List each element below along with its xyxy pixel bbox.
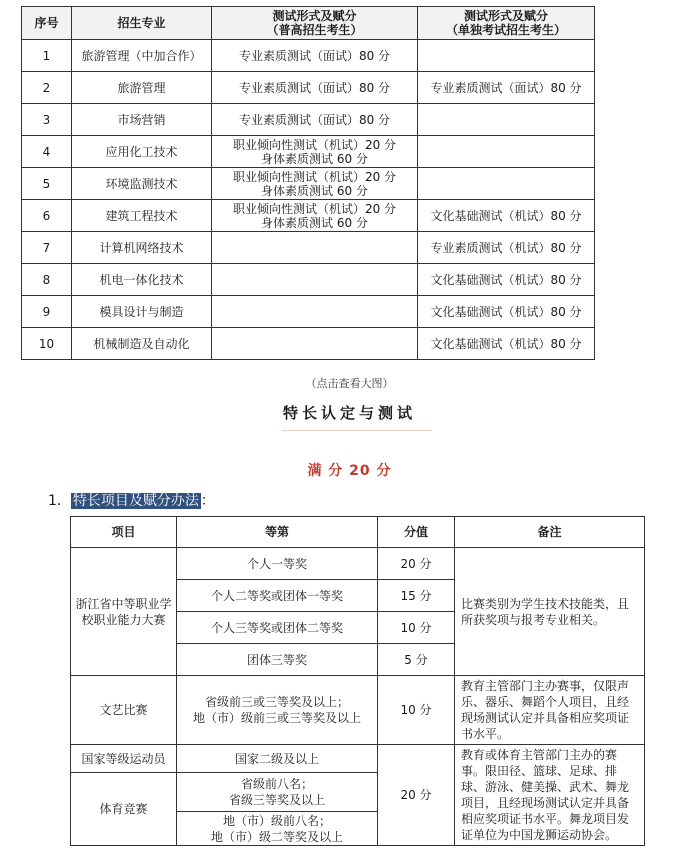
- athlete-level: 国家二级及以上: [177, 745, 378, 773]
- item-title-highlight: 特长项目及赋分办法: [72, 493, 199, 509]
- table-row: [22, 168, 595, 200]
- test-line: 文化基础测试（机试）80 分: [430, 336, 582, 351]
- sport-level-line3: 地（市）级前八名；: [222, 813, 331, 828]
- sport-level-line1: 省级前八名；: [240, 777, 313, 791]
- row-gk-test: [212, 328, 418, 360]
- sport-note: 教育或体育主管部门主办的赛事。限田径、篮球、足球、排球、游泳、健美操、武术、舞龙项目，且经现场测试认定并具备相应奖项证书水平。舞龙项目发证单位为中国龙狮运动协会。: [455, 745, 645, 846]
- test-line: 职业倾向性测试（机试）20 分: [232, 201, 397, 216]
- row-major: 模具设计与制造: [72, 296, 212, 328]
- art-level: [177, 676, 378, 745]
- header-gk: [212, 7, 418, 40]
- row-no: 10: [22, 328, 72, 360]
- art-note: 教育主管部门主办赛事，仅限声乐、器乐、舞蹈个人项目，且经现场测试认定并具备相应奖项证书水平。: [455, 676, 645, 745]
- section-divider: [282, 430, 432, 431]
- view-large-image-link[interactable]: （点击查看大图）: [305, 377, 394, 390]
- section-title: 特长认定与测试: [282, 404, 416, 422]
- awards-table: [70, 516, 645, 846]
- zj-project: 浙江省中等职业学校职业能力大赛: [71, 548, 177, 676]
- test-line: 职业倾向性测试（机试）20 分: [232, 169, 397, 184]
- row-gk-test: [212, 40, 418, 72]
- row-no: 6: [22, 200, 72, 232]
- item-number: 1．: [48, 493, 71, 509]
- test-line: 文化基础测试（机试）80 分: [430, 208, 582, 223]
- row-gk-test: [212, 296, 418, 328]
- row-major: 应用化工技术: [72, 136, 212, 168]
- item-heading: [48, 490, 215, 510]
- test-line: 专业素质测试（机试）80 分: [430, 240, 582, 255]
- row-major: 计算机网络技术: [72, 232, 212, 264]
- table-row: [22, 40, 595, 72]
- art-project: 文艺比赛: [71, 676, 177, 745]
- test-line: 专业素质测试（面试）80 分: [430, 80, 582, 95]
- test-line: 专业素质测试（面试）80 分: [238, 112, 391, 127]
- zj-score: 5 分: [378, 644, 455, 676]
- zj-score: 10 分: [378, 612, 455, 644]
- header-project: 项目: [71, 517, 177, 548]
- sport-score: 20 分: [378, 745, 455, 846]
- art-level-line2: 地（市）级前三或三等奖及以上: [192, 711, 361, 725]
- table-row: [22, 200, 595, 232]
- sport-level-city: [177, 812, 378, 846]
- row-dz-test: [418, 40, 595, 72]
- table-row: [22, 72, 595, 104]
- header-no: 序号: [22, 7, 72, 40]
- row-major: 旅游管理（中加合作）: [72, 40, 212, 72]
- zj-score: 20 分: [378, 548, 455, 580]
- zj-level: 个人一等奖: [177, 548, 378, 580]
- sport-level-line4: 地（市）级二等奖及以上: [210, 829, 343, 844]
- athlete-project: 国家等级运动员: [71, 745, 177, 773]
- majors-table-header: [22, 7, 595, 40]
- sport-project: 体育竞赛: [71, 773, 177, 846]
- table-row: [71, 676, 645, 745]
- row-major: 市场营销: [72, 104, 212, 136]
- test-line: 文化基础测试（机试）80 分: [430, 272, 582, 287]
- table-row: [71, 745, 645, 773]
- test-line: 身体素质测试 60 分: [261, 215, 368, 230]
- art-score: 10 分: [378, 676, 455, 745]
- table-row: [22, 328, 595, 360]
- zj-score: 15 分: [378, 580, 455, 612]
- zj-level: 个人二等奖或团体一等奖: [177, 580, 378, 612]
- table-row: [22, 104, 595, 136]
- zj-note: 比赛类别为学生技术技能类，且所获奖项与报考专业相关。: [455, 548, 645, 676]
- row-dz-test: [418, 168, 595, 200]
- art-level-line1: 省级前三或三等奖及以上；: [204, 695, 349, 709]
- header-note: 备注: [455, 517, 645, 548]
- row-dz-test: [418, 72, 595, 104]
- row-gk-test: [212, 72, 418, 104]
- test-line: 专业素质测试（面试）80 分: [238, 48, 391, 63]
- row-dz-test: [418, 296, 595, 328]
- row-no: 8: [22, 264, 72, 296]
- row-major: 旅游管理: [72, 72, 212, 104]
- majors-table-body: [22, 40, 595, 360]
- row-no: 9: [22, 296, 72, 328]
- awards-table-header: [71, 517, 645, 548]
- row-gk-test: [212, 264, 418, 296]
- row-major: 机械制造及自动化: [72, 328, 212, 360]
- sport-level-line2: 省级三等奖及以上: [228, 793, 325, 807]
- table-row: [22, 264, 595, 296]
- item-suffix: ：: [200, 493, 215, 509]
- row-dz-test: [418, 232, 595, 264]
- zj-level: 个人三等奖或团体二等奖: [177, 612, 378, 644]
- row-gk-test: [212, 136, 418, 168]
- table-row: [22, 232, 595, 264]
- header-score: 分值: [378, 517, 455, 548]
- table-row: [71, 548, 645, 580]
- zj-level: 团体三等奖: [177, 644, 378, 676]
- row-dz-test: [418, 200, 595, 232]
- row-dz-test: [418, 264, 595, 296]
- row-gk-test: [212, 232, 418, 264]
- row-major: 环境监测技术: [72, 168, 212, 200]
- row-no: 5: [22, 168, 72, 200]
- table-row: [22, 136, 595, 168]
- row-major: 机电一体化技术: [72, 264, 212, 296]
- header-level: 等第: [177, 517, 378, 548]
- full-score: 满 分 20 分: [307, 463, 392, 479]
- row-no: 2: [22, 72, 72, 104]
- header-gk-line2: （普高招生考生）: [266, 23, 363, 37]
- table-row: [22, 296, 595, 328]
- test-line: 文化基础测试（机试）80 分: [430, 304, 582, 319]
- row-gk-test: [212, 168, 418, 200]
- row-no: 4: [22, 136, 72, 168]
- row-dz-test: [418, 104, 595, 136]
- header-dz: [418, 7, 595, 40]
- test-line: 身体素质测试 60 分: [261, 151, 368, 166]
- majors-table: [21, 6, 595, 360]
- test-line: 身体素质测试 60 分: [261, 183, 368, 198]
- row-gk-test: [212, 104, 418, 136]
- header-dz-line2: （单独考试招生考生）: [445, 23, 566, 37]
- test-line: 职业倾向性测试（机试）20 分: [232, 137, 397, 152]
- row-dz-test: [418, 328, 595, 360]
- row-no: 1: [22, 40, 72, 72]
- row-no: 3: [22, 104, 72, 136]
- sport-level-provincial: [177, 773, 378, 812]
- header-gk-line1: 测试形式及赋分: [272, 9, 357, 23]
- test-line: 专业素质测试（面试）80 分: [238, 80, 391, 95]
- row-gk-test: [212, 200, 418, 232]
- row-dz-test: [418, 136, 595, 168]
- header-dz-line1: 测试形式及赋分: [463, 9, 548, 23]
- row-no: 7: [22, 232, 72, 264]
- header-major: 招生专业: [72, 7, 212, 40]
- row-major: 建筑工程技术: [72, 200, 212, 232]
